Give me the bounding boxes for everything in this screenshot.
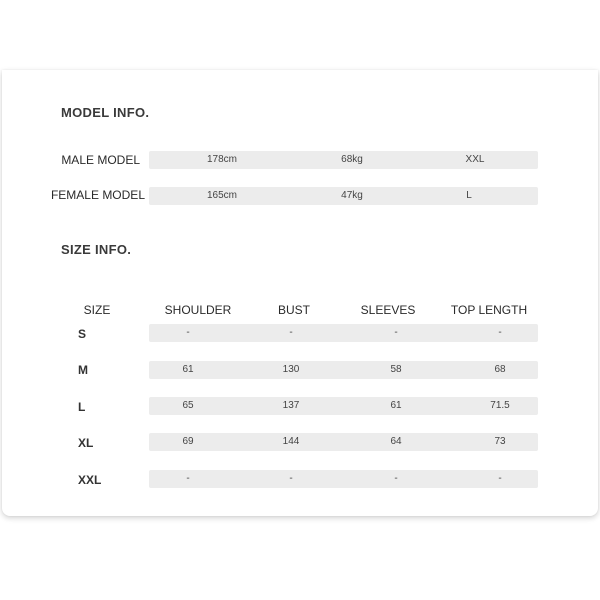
- top-length-value: 68: [494, 364, 506, 375]
- model-size: XXL: [465, 154, 485, 165]
- model-label: FEMALE MODEL: [50, 188, 145, 202]
- bust-value: -: [289, 473, 293, 484]
- bust-value: 144: [282, 436, 300, 447]
- column-header-size: SIZE: [83, 303, 111, 317]
- top-length-value: -: [498, 473, 502, 484]
- model-weight: 68kg: [341, 154, 363, 165]
- column-header-shoulder: SHOULDER: [164, 303, 232, 317]
- size-label: XL: [78, 436, 94, 450]
- size-label: M: [78, 363, 88, 377]
- size-label: XXL: [78, 473, 102, 487]
- model-height: 178cm: [206, 154, 238, 165]
- size-label: S: [78, 327, 87, 341]
- size-row-bar: [149, 470, 538, 488]
- sleeves-value: 61: [390, 400, 402, 411]
- model-info-title: MODEL INFO.: [61, 105, 150, 120]
- shoulder-value: -: [186, 473, 190, 484]
- sleeves-value: -: [394, 473, 398, 484]
- sleeves-value: 64: [390, 436, 402, 447]
- bust-value: 130: [282, 364, 300, 375]
- model-info-bar: [149, 187, 538, 205]
- sleeves-value: -: [394, 327, 398, 338]
- size-row-bar: [149, 397, 538, 415]
- model-info-bar: [149, 151, 538, 169]
- bust-value: -: [289, 327, 293, 338]
- size-label: L: [78, 400, 86, 414]
- top-length-value: -: [498, 327, 502, 338]
- column-header-bust: BUST: [277, 303, 311, 317]
- bust-value: 137: [282, 400, 300, 411]
- size-row-bar: [149, 433, 538, 451]
- sleeves-value: 58: [390, 364, 402, 375]
- model-height: 165cm: [206, 190, 238, 201]
- shoulder-value: 61: [182, 364, 194, 375]
- size-row-bar: [149, 361, 538, 379]
- model-weight: 47kg: [341, 190, 363, 201]
- model-size: L: [466, 190, 472, 201]
- top-length-value: 71.5: [490, 400, 510, 411]
- shoulder-value: 65: [182, 400, 194, 411]
- shoulder-value: 69: [182, 436, 194, 447]
- column-header-top-length: TOP LENGTH: [450, 303, 528, 317]
- top-length-value: 73: [494, 436, 506, 447]
- shoulder-value: -: [186, 327, 190, 338]
- size-info-title: SIZE INFO.: [61, 242, 132, 257]
- size-row-bar: [149, 324, 538, 342]
- column-header-sleeves: SLEEVES: [360, 303, 416, 317]
- model-label: MALE MODEL: [61, 153, 140, 167]
